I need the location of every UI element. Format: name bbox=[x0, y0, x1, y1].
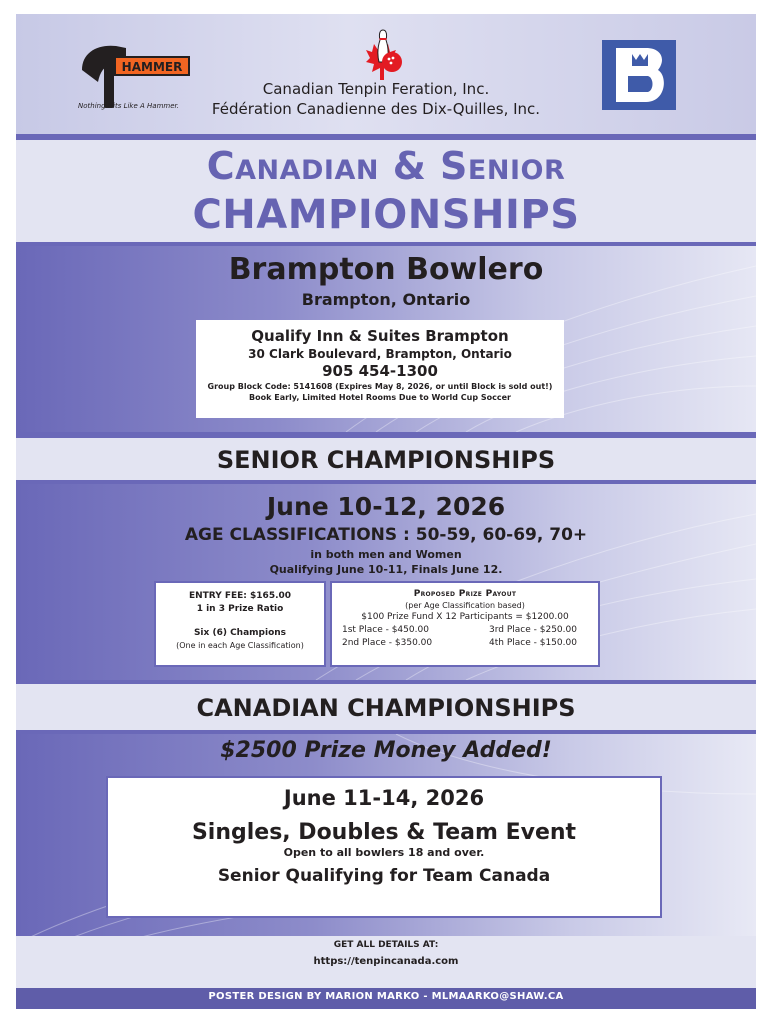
hotel-booking-note: Book Early, Limited Hotel Rooms Due to World Cup Soccer bbox=[249, 393, 511, 402]
prize-payout-title bbox=[332, 589, 598, 599]
hotel-phone: 905 454-1300 bbox=[322, 362, 438, 380]
entry-fee: ENTRY FEE: $165.00 bbox=[188, 591, 292, 601]
prize-place-3: 3rd Place - $250.00 bbox=[489, 625, 577, 635]
senior-team-canada-qualifying: Senior Qualifying for Team Canada bbox=[217, 866, 551, 886]
senior-championships-heading: SENIOR CHAMPIONSHIPS bbox=[216, 446, 556, 474]
prize-payout-subtitle: (per Age Classification based) bbox=[405, 601, 525, 610]
org-name-french: Fédération Canadienne des Dix-Quilles, Inc. bbox=[211, 100, 541, 118]
senior-age-classifications: AGE CLASSIFICATIONS : 50-59, 60-69, 70+ bbox=[184, 525, 588, 545]
senior-qualifying-dates: Qualifying June 10-11, Finals June 12. bbox=[269, 563, 503, 576]
event-title-line-2: CHAMPIONSHIPS bbox=[192, 192, 580, 238]
champions-note: (One in each Age Classification) bbox=[176, 641, 304, 650]
prize-place-4: 4th Place - $150.00 bbox=[489, 638, 577, 648]
hotel-info-box bbox=[196, 320, 564, 418]
prize-fund: $100 Prize Fund X 12 Participants = $1200.00 bbox=[361, 612, 569, 622]
prize-payout-box bbox=[330, 581, 600, 667]
hammer-tagline: Nothing Hits Like A Hammer. bbox=[78, 102, 179, 110]
senior-gender-note: in both men and Women bbox=[310, 548, 462, 561]
poster bbox=[16, 14, 756, 1009]
event-title-text-1: Canadian & Senior bbox=[206, 144, 566, 188]
prize-place-2: 2nd Place - $350.00 bbox=[342, 638, 433, 648]
canadian-dates: June 11-14, 2026 bbox=[283, 786, 485, 810]
maple-leaf-bowling-pin-icon bbox=[352, 28, 412, 88]
bowlero-b-logo-icon bbox=[602, 40, 676, 110]
venue-name: Brampton Bowlero bbox=[228, 252, 544, 287]
hotel-address: 30 Clark Boulevard, Brampton, Ontario bbox=[248, 347, 512, 361]
champions-count: Six (6) Champions bbox=[193, 628, 287, 638]
poster-credit: POSTER DESIGN BY MARION MARKO - MLMAARKO@SHAW.CA bbox=[208, 991, 564, 1002]
org-name-english: Canadian Tenpin Feration, Inc. bbox=[262, 80, 490, 98]
prize-payout-title-text: Proposed Prize Payout bbox=[413, 589, 517, 599]
prize-places-grid bbox=[342, 625, 588, 648]
event-title-line-1 bbox=[16, 144, 756, 188]
details-label: GET ALL DETAILS AT: bbox=[333, 940, 439, 950]
hotel-group-code: Group Block Code: 5141608 (Expires May 8, 2026, or until Block is sold out!) bbox=[207, 382, 553, 391]
canadian-championships-heading: CANADIAN CHAMPIONSHIPS bbox=[196, 694, 576, 722]
prize-ratio: 1 in 3 Prize Ratio bbox=[196, 604, 284, 614]
canadian-events: Singles, Doubles & Team Event bbox=[191, 820, 577, 845]
prize-place-1: 1st Place - $450.00 bbox=[342, 625, 429, 635]
hammer-logo-text: HAMMER bbox=[121, 60, 183, 74]
hotel-name: Qualify Inn & Suites Brampton bbox=[251, 327, 509, 345]
details-url-link[interactable]: https://tenpincanada.com bbox=[313, 956, 459, 967]
canadian-info-box bbox=[106, 776, 662, 918]
entry-fee-box bbox=[154, 581, 326, 667]
venue-city: Brampton, Ontario bbox=[301, 290, 471, 309]
prize-money-added: $2500 Prize Money Added! bbox=[220, 738, 552, 763]
senior-dates: June 10-12, 2026 bbox=[266, 492, 506, 521]
canadian-eligibility: Open to all bowlers 18 and over. bbox=[283, 846, 485, 859]
